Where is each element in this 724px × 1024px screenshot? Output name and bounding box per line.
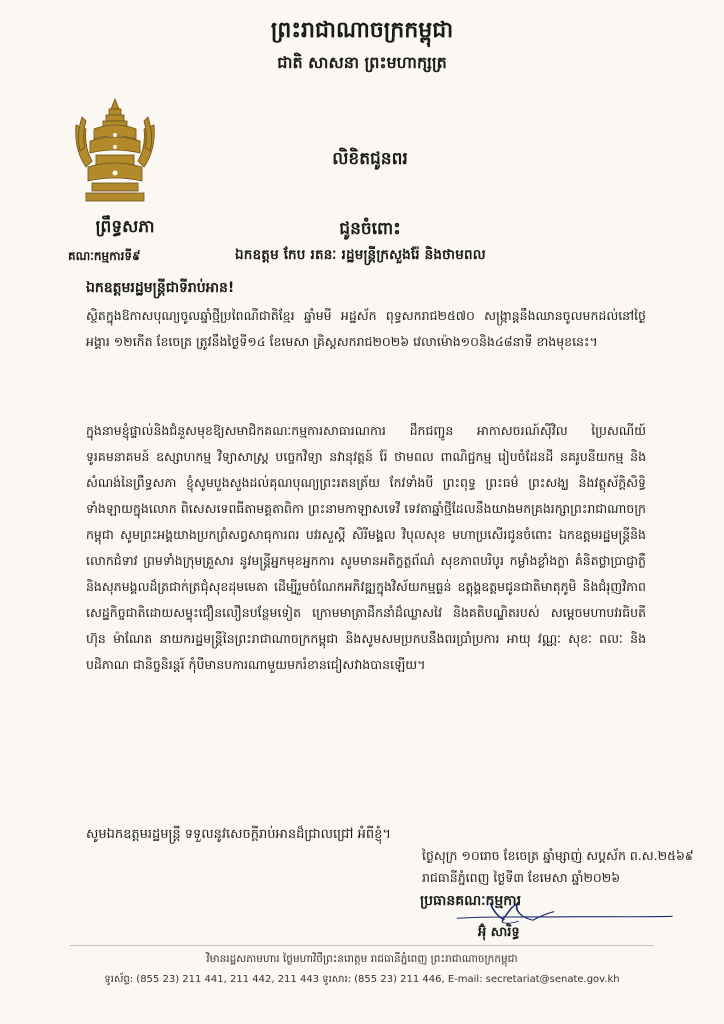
solar-date: រាជធានីភ្នំពេញ ថ្ងៃទី៣ ខែមេសា ឆ្នាំ២០២៦	[422, 870, 621, 885]
salutation: ឯកឧត្តមរដ្ឋមន្ត្រីជាទីរាប់អាន!	[86, 280, 235, 296]
signer-name: អ៊ុំ សារិទ្ធ	[478, 925, 520, 940]
to-label: ជូនចំពោះ	[339, 219, 401, 239]
kingdom-heading: ព្រះរាជាណាចក្រកម្ពុជា	[270, 18, 454, 43]
footer-address: វិមានរដ្ឋសភាមហារ ថ្ងៃមហាវិថីព្រះនរោត្តម រាជធានីភ្នំពេញ ព្រះរាជាណាចក្រកម្ពុជា	[206, 953, 518, 965]
document-title: លិខិតជូនពរ	[332, 149, 408, 169]
organization-name: ព្រឹទ្ធសភា	[95, 217, 155, 237]
closing-line: សូមឯកឧត្តមរដ្ឋមន្ត្រី ទទួលនូវសេចក្តីរាប់អានដ៏ជ្រាលជ្រៅ អំពីខ្ញុំ។	[86, 827, 391, 842]
national-motto: ជាតិ សាសនា ព្រះមហាក្សត្រ	[277, 53, 447, 72]
signatory-title: ប្រធានគណៈកម្មការ	[420, 893, 522, 909]
committee-name: គណៈកម្មការទី៩	[68, 249, 141, 263]
recipient-line: ឯកឧត្តម កែប រតនៈ រដ្ឋមន្ត្រីក្រសួងរ៉ែ និងថាមពល	[235, 247, 486, 263]
paragraph-2: ក្នុងនាមខ្ញុំផ្ទាល់និងជំនួសមុខឱ្យសមាជិកគណៈកម្មការសាធារណការ ដឹកជញ្ជូន អាកាសចរណ៍ស៊ីវិល ប្រៃសណីយ៍ ទូរគមនាគមន៍ ឧស្សាហកម្ម វិទ្យាសាស្ត្រ បច្ចេកវិទ្យា នវានុវត្តន៍ រ៉ែ ថាមពល ពាណិជ្ជកម្ម រៀបចំដែនដី នគរូបនីយកម្ម និងសំណង់នៃព្រឹទ្ធសភា ខ្ញុំសូមបួងសួងដល់គុណបុណ្យព្រះរតនត្រ័យ កែវទាំងបី ព្រះពុទ្ធ ព្រះធម៌ ព្រះសង្ឃ និងវត្ថុស័ក្តិសិទ្ធិទាំងឡាយក្នុងលោក ពិសេសទេពធីតាមគ្គតាពិកា ព្រះនាមកាឡាសទេវី ទេវតាឆ្នាំថ្មីដែលនឹងយាងមកគ្រងរក្សាព្រះរាជាណាចក្រកម្ពុជា សូមព្រះអង្គយាងប្រកព្រំសព្វសាធុការពរ បវរសួស្តី សិរីមង្គល វិបុលសុខ មហាប្រសើរជូនចំពោះ ឯកឧត្តមរដ្ឋមន្ត្រីនិងលោកជំទាវ ព្រមទាំងក្រុមគ្រួសារ នូវមន្ត្រីអ្នកមុខអ្នកការ សូមមានអតិក្ខត្ថព័ណ៌ សុខភាពបរិបូរ កម្លាំងខ្លាំងក្លា គំនិតថ្លាប្រាជ្ញាភ្លឺ និងសុភមង្គលដ៏ត្រជាក់ត្រជុំសុខដុមមេតា ដើម្បីរួមចំណែកអភិវឌ្ឍក្នុងវិស័យកម្មធ្ងន់ ឧត្តុង្គឧត្តមជូនជាតិមាតុភូមិ និងជំរុញវិភាពសេដ្ឋកិច្ចជាតិដោយសម្ទុះជឿនលឿនបន្ថែមទៀត ក្រោមមាត្រាដឹកនាំដ៏ឈ្លាសវៃ និងគតិបណ្ឌិតរបស់ សម្តេចមហាបវរធិបតី ហ៊ុន ម៉ាណែត នាយករដ្ឋមន្ត្រីនៃព្រះរាជាណាចក្រកម្ពុជា និងសូមសមប្រកបនឹងពរប្រាំប្រការ អាយុ វណ្ណៈ សុខៈ ពលៈ និងបដិភាណ ជានិច្ចនិរន្តរ៍ កុំបីមានបការណាមួយមករំខានជៀសវាងបានឡើយ។	[86, 423, 646, 672]
senate-emblem-icon	[66, 95, 164, 205]
handwritten-signature	[455, 900, 685, 924]
lunar-date: ថ្ងៃសុក្រ ១០រោច ខែចេត្រ ឆ្នាំម្សាញ់ សប្តស័ក ព.ស.២៥៦៩	[422, 848, 694, 863]
paragraph-1: ស្ថិតក្នុងឱកាសបុណ្យចូលឆ្នាំថ្មីប្រពៃណីជាតិខ្មែរ ឆ្នាំមមី អដ្ឋស័ក ពុទ្ធសករាជ២៥៧០ សង្ក្រាន្តនឹងឈានចូលមកដល់នៅថ្ងៃអង្គារ ១២កើត ខែចេត្រ ត្រូវនឹងថ្ងៃទី១៤ ខែមេសា គ្រិស្តសករាជ២០២៦ វេលាម៉ោង១០និង៤៨នាទី ខាងមុខនេះ។	[86, 308, 646, 349]
footer-divider	[70, 945, 654, 946]
footer-contact: ទូរស័ព្ទ: (855 23) 211 441, 211 442, 211 443 ទូរសារ: (855 23) 211 446, E-mail: secretariat@senate.gov.kh	[104, 974, 620, 985]
